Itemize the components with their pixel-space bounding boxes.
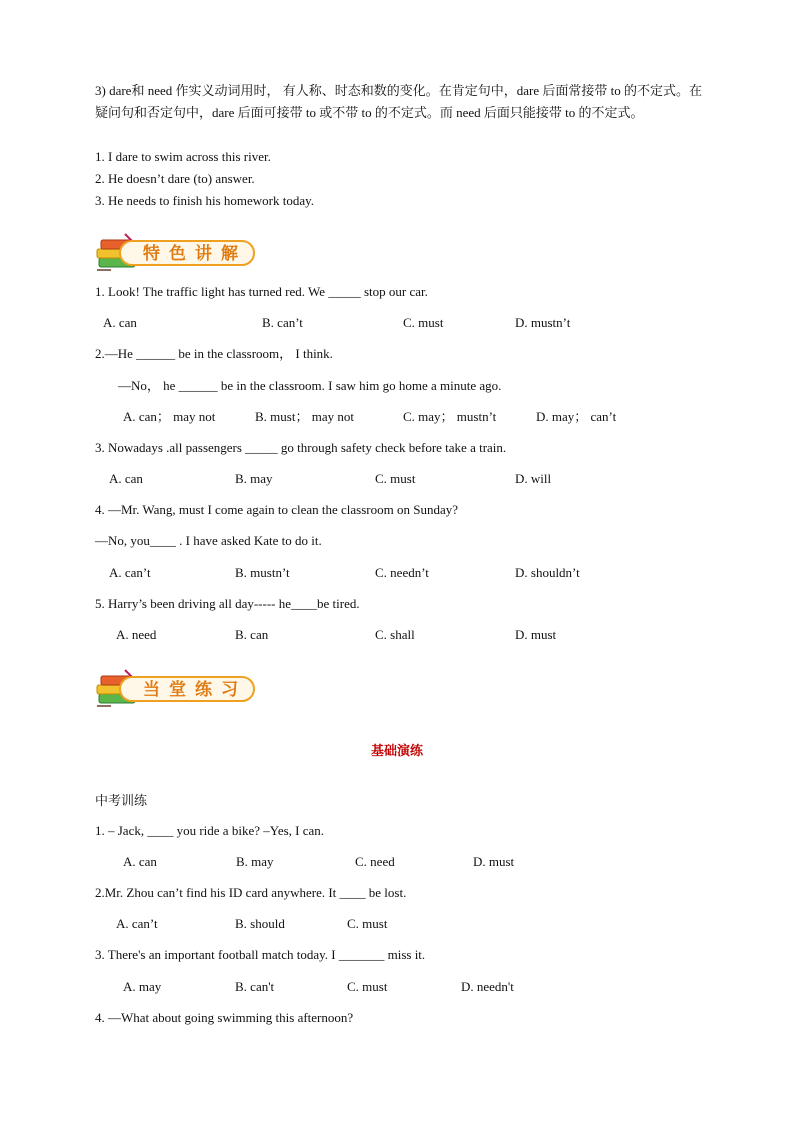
q3-option-a: A. can	[109, 471, 143, 486]
practice-question-3-stem: 3. There's an important football match today. I _______ miss it.	[95, 947, 426, 962]
question-3-stem: 3. Nowadays .all passengers _____ go through safety check before take a train.	[95, 440, 507, 455]
q1-option-a: A. can	[103, 315, 137, 330]
q5-option-b: B. can	[235, 627, 269, 642]
q4-option-a: A. can’t	[109, 565, 151, 580]
pq1-option-b: B. may	[236, 854, 274, 869]
q4-option-d: D. shouldn’t	[515, 565, 580, 580]
question-2-stem-2: —No， he ______ be in the classroom. I saw him go home a minute ago.	[118, 378, 502, 393]
q5-option-a: A. need	[116, 627, 157, 642]
q3-option-c: C. must	[375, 471, 416, 486]
pq1-option-d: D. must	[473, 854, 515, 869]
subheading: 中考训练	[95, 794, 148, 809]
q2-option-c: C. may； mustn’t	[403, 409, 497, 424]
intro-paragraph: 3) dare和 need 作实义动词用时， 有人称、时态和数的变化。在肯定句中，dare 后面常接带 to 的不定式。在疑问句和否定句中，dare 后面可接带 to 或不带 to 的不定式。而 need 后面只能接带 to 的不定式。	[95, 83, 702, 120]
q1-option-c: C. must	[403, 315, 444, 330]
q2-option-a: A. can； may not	[123, 409, 216, 424]
q5-option-d: D. must	[515, 627, 557, 642]
section-banner-practice	[95, 668, 260, 710]
question-4-stem: 4. —Mr. Wang, must I come again to clean the classroom on Sunday?	[95, 502, 458, 517]
q4-option-c: C. needn’t	[375, 565, 429, 580]
pq3-option-c: C. must	[347, 979, 388, 994]
q3-option-b: B. may	[235, 471, 273, 486]
practice-question-2-stem: 2.Mr. Zhou can’t find his ID card anywhere. It ____ be lost.	[95, 885, 407, 900]
q1-option-b: B. can’t	[262, 315, 303, 330]
pq1-option-c: C. need	[355, 854, 395, 869]
question-2-stem: 2.—He ______ be in the classroom， I think.	[95, 346, 333, 361]
practice-question-4-stem: 4. —What about going swimming this afternoon?	[95, 1010, 354, 1025]
example-3: 3. He needs to finish his homework today.	[95, 193, 315, 208]
q2-option-b: B. must； may not	[255, 409, 354, 424]
question-4-stem-2: —No, you____ . I have asked Kate to do it.	[95, 533, 322, 548]
practice-question-1-stem: 1. – Jack, ____ you ride a bike? –Yes, I can.	[95, 823, 325, 838]
pq3-option-d: D. needn't	[461, 979, 514, 994]
q5-option-c: C. shall	[375, 627, 415, 642]
q4-option-b: B. mustn’t	[235, 565, 290, 580]
example-1: 1. I dare to swim across this river.	[95, 149, 271, 164]
banner-label: 当堂练习	[143, 680, 247, 700]
q2-option-d: D. may； can’t	[536, 409, 617, 424]
pq3-option-a: A. may	[123, 979, 162, 994]
pq3-option-b: B. can't	[235, 979, 275, 994]
pq2-option-b: B. should	[235, 916, 285, 931]
pq1-option-a: A. can	[123, 854, 157, 869]
section-title: 基础演练	[370, 744, 423, 759]
pq2-option-a: A. can’t	[116, 916, 158, 931]
banner-label: 特色讲解	[143, 244, 247, 264]
q1-option-d: D. mustn’t	[515, 315, 571, 330]
example-2: 2. He doesn’t dare (to) answer.	[95, 171, 255, 186]
question-5-stem: 5. Harry’s been driving all day----- he____be tired.	[95, 596, 360, 611]
question-1-stem: 1. Look! The traffic light has turned red. We _____ stop our car.	[95, 284, 428, 299]
q3-option-d: D. will	[515, 471, 552, 486]
pq2-option-c: C. must	[347, 916, 388, 931]
section-banner-features	[95, 232, 260, 274]
